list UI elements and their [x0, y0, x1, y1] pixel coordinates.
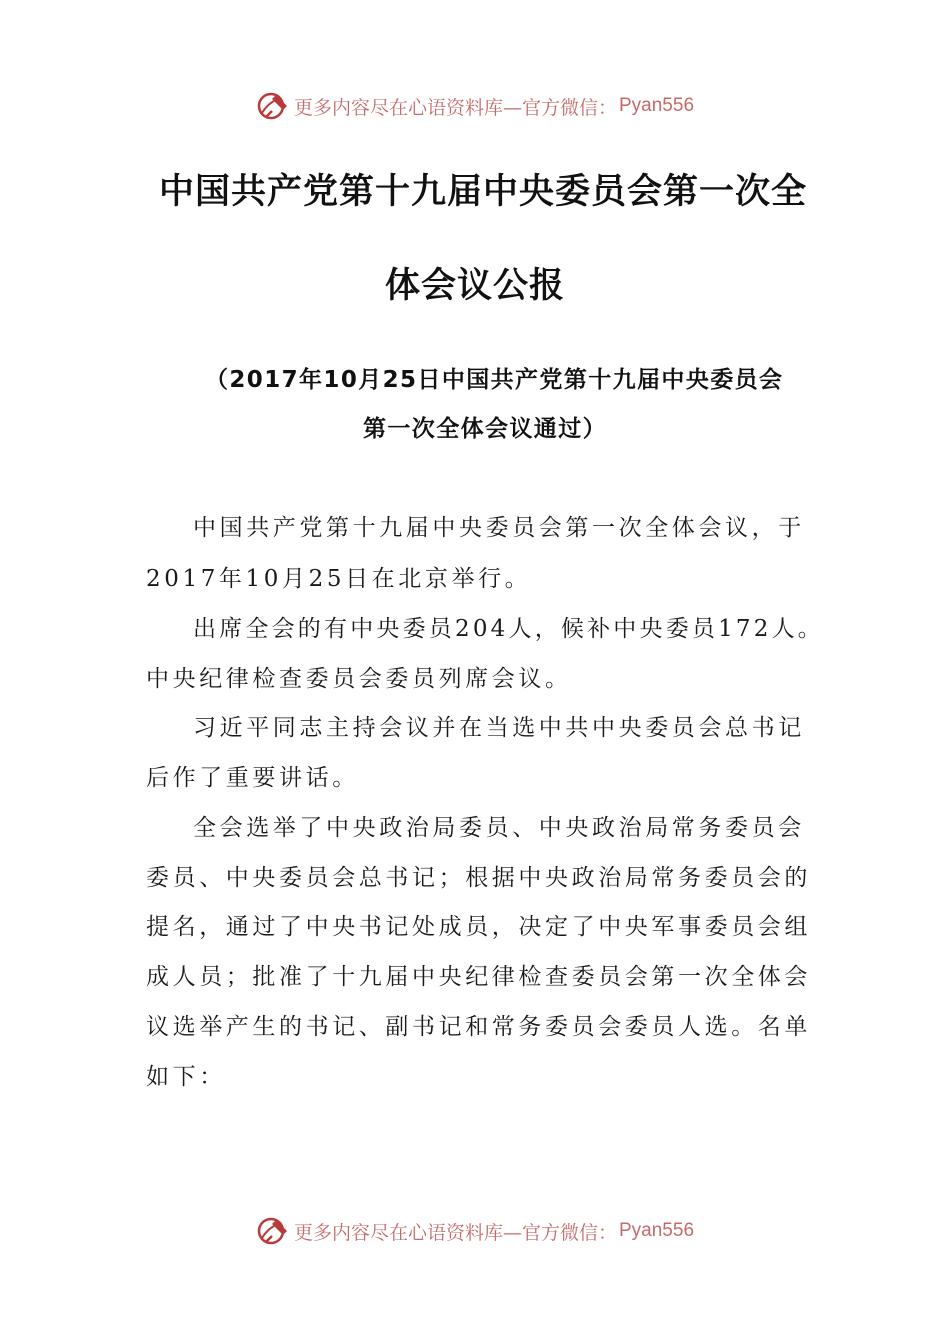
paragraph-3-line-2: 后作了重要讲话。	[146, 765, 359, 791]
header-banner-text: 更多内容尽在心语资料库—官方微信：	[293, 96, 617, 119]
paragraph-2-line-2: 中央纪律检查委员会委员列席会议。	[146, 666, 572, 692]
paragraph-4-line-6: 如下：	[146, 1064, 226, 1090]
pen-logo-icon	[256, 89, 290, 123]
paragraph-4-line-1: 全会选举了中央政治局委员、中央政治局常务委员会	[193, 815, 805, 841]
header-banner	[0, 86, 950, 126]
document-title-line-1: 中国共产党第十九届中央委员会第一次全	[158, 172, 807, 212]
document-subtitle-line-2: 第一次全体会议通过）	[363, 416, 607, 442]
paragraph-2-line-1: 出席全会的有中央委员204人，候补中央委员172人。	[193, 616, 824, 642]
paragraph-3-line-1: 习近平同志主持会议并在当选中共中央委员会总书记	[193, 715, 805, 741]
paragraph-1-line-1: 中国共产党第十九届中央委员会第一次全体会议，于	[193, 515, 805, 541]
footer-banner-text: 更多内容尽在心语资料库—官方微信：	[293, 1221, 617, 1244]
paragraph-4-line-2: 委员、中央委员会总书记；根据中央政治局常务委员会的	[146, 865, 811, 891]
document-subtitle-line-1: （2017年10月25日中国共产党第十九届中央委员会	[205, 367, 784, 393]
paragraph-4-line-4: 成人员；批准了十九届中央纪律检查委员会第一次全体会	[146, 964, 811, 990]
header-banner-handle: Pyan556	[619, 95, 695, 116]
document-title-line-2: 体会议公报	[384, 266, 565, 306]
footer-banner	[0, 1211, 950, 1251]
pen-logo-icon	[256, 1214, 290, 1248]
paragraph-4-line-3: 提名，通过了中央书记处成员，决定了中央军事委员会组	[146, 914, 811, 940]
footer-banner-handle: Pyan556	[619, 1220, 695, 1241]
paragraph-4-line-5: 议选举产生的书记、副书记和常务委员会委员人选。名单	[146, 1014, 811, 1040]
paragraph-1-line-2: 2017年10月25日在北京举行。	[146, 566, 532, 592]
